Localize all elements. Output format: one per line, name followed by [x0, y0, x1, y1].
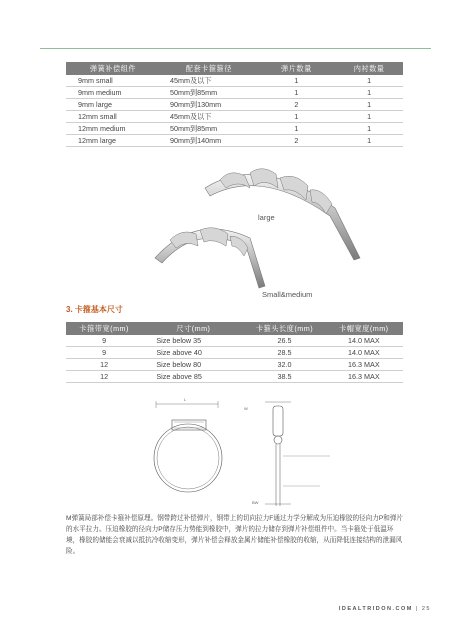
column-header: 配套卡箍箍径: [160, 62, 258, 75]
screw-head-side: [274, 436, 282, 444]
table-cell: 26.5: [244, 335, 324, 347]
column-header: 尺寸(mm): [142, 322, 244, 335]
table-row: [66, 111, 403, 123]
table-cell: 9: [66, 335, 142, 347]
column-header: 卡箍带宽(mm): [66, 322, 142, 335]
table-cell: 45mm及以下: [160, 111, 258, 123]
table-cell: 1: [335, 135, 403, 147]
column-header: 内衬数量: [335, 62, 403, 75]
table-cell: 50mm到85mm: [160, 123, 258, 135]
clamp-springs-illustration: [150, 158, 380, 303]
table-cell: 12mm large: [66, 135, 160, 147]
table-cell: 14.0 MAX: [325, 347, 403, 359]
table-cell: 1: [335, 123, 403, 135]
table-row: [66, 87, 403, 99]
spring-compensation-table: [66, 62, 403, 147]
footer-brand: IDEALTRIDON.COM: [338, 606, 413, 612]
page-number: 25: [421, 606, 431, 612]
compensation-principle-text: M弹簧局部补偿卡箍补偿原理。钢带跨过补偿弹片，钢带上的切向拉力F通过力学分解成为压迫橡胶的径向力P和弹片的水平拉力。压迫橡胶的径向力P储存压力势能到橡胶中，弹片的拉力储存到弹片补偿组件中。当卡箍处于低温环境，橡胶的储能会衰减以抵抗冷收缩变形，弹片补偿会释放金属片储能补偿橡胶的收缩，从而降低连接结构的泄漏风险。: [66, 515, 404, 555]
clamp-ring-outline: [154, 424, 222, 492]
table-cell: 2: [258, 99, 335, 111]
table-cell: 1: [335, 75, 403, 87]
table-row: [66, 347, 403, 359]
large-clamp-image: [205, 169, 360, 260]
table-cell: 9mm medium: [66, 87, 160, 99]
clamp-head-housing: [172, 420, 206, 430]
page-footer: [339, 606, 431, 612]
top-divider: [40, 48, 431, 49]
table-cell: 16.3 MAX: [325, 359, 403, 371]
table-cell: 38.5: [244, 371, 324, 383]
table-cell: 32.0: [244, 359, 324, 371]
table-cell: 28.5: [244, 347, 324, 359]
table-cell: 14.0 MAX: [325, 335, 403, 347]
column-header: 弹片数量: [258, 62, 335, 75]
table-row: [66, 99, 403, 111]
table-cell: 16.3 MAX: [325, 371, 403, 383]
table-row: [66, 359, 403, 371]
table-cell: 1: [258, 111, 335, 123]
large-label: large: [258, 213, 275, 222]
table-header-row: [66, 322, 403, 335]
table-cell: 90mm到140mm: [160, 135, 258, 147]
table-cell: Size below 35: [142, 335, 244, 347]
small-medium-label: Small&medium: [262, 290, 313, 299]
screw-housing-side: [273, 406, 283, 436]
table-row: [66, 335, 403, 347]
table-row: [66, 371, 403, 383]
table-cell: 12: [66, 371, 142, 383]
table-cell: 9: [66, 347, 142, 359]
table-cell: Size below 80: [142, 359, 244, 371]
table-cell: 45mm及以下: [160, 75, 258, 87]
table-cell: 90mm到130mm: [160, 99, 258, 111]
clamp-ring-inner: [157, 427, 219, 489]
table-cell: 1: [258, 123, 335, 135]
table-cell: 9mm small: [66, 75, 160, 87]
table-cell: 1: [335, 111, 403, 123]
table-cell: 12mm small: [66, 111, 160, 123]
table-cell: Size above 40: [142, 347, 244, 359]
dimension-w: W: [244, 406, 248, 411]
technical-drawing: [140, 394, 340, 506]
clamp-size-table: [66, 322, 403, 383]
table-row: [66, 135, 403, 147]
section-title: 3. 卡箍基本尺寸: [66, 305, 123, 314]
table-cell: Size above 85: [142, 371, 244, 383]
dimension-l: L: [184, 397, 187, 402]
table-row: [66, 75, 403, 87]
table-cell: 1: [335, 99, 403, 111]
table-cell: 1: [335, 87, 403, 99]
table-cell: 1: [258, 75, 335, 87]
column-header: 弹簧补偿组件: [66, 62, 160, 75]
column-header: 卡箍头长度(mm): [244, 322, 324, 335]
table-header-row: [66, 62, 403, 75]
table-row: [66, 123, 403, 135]
small-medium-clamp-image: [155, 228, 265, 288]
table-cell: 50mm到85mm: [160, 87, 258, 99]
table-cell: 12mm medium: [66, 123, 160, 135]
dimension-bw: BW: [252, 500, 259, 505]
band-side-view: [276, 444, 280, 506]
column-header: 卡帽宽度(mm): [325, 322, 403, 335]
table-cell: 2: [258, 135, 335, 147]
table-cell: 9mm large: [66, 99, 160, 111]
table-cell: 12: [66, 359, 142, 371]
table-cell: 1: [258, 87, 335, 99]
footer-separator: |: [415, 606, 419, 612]
